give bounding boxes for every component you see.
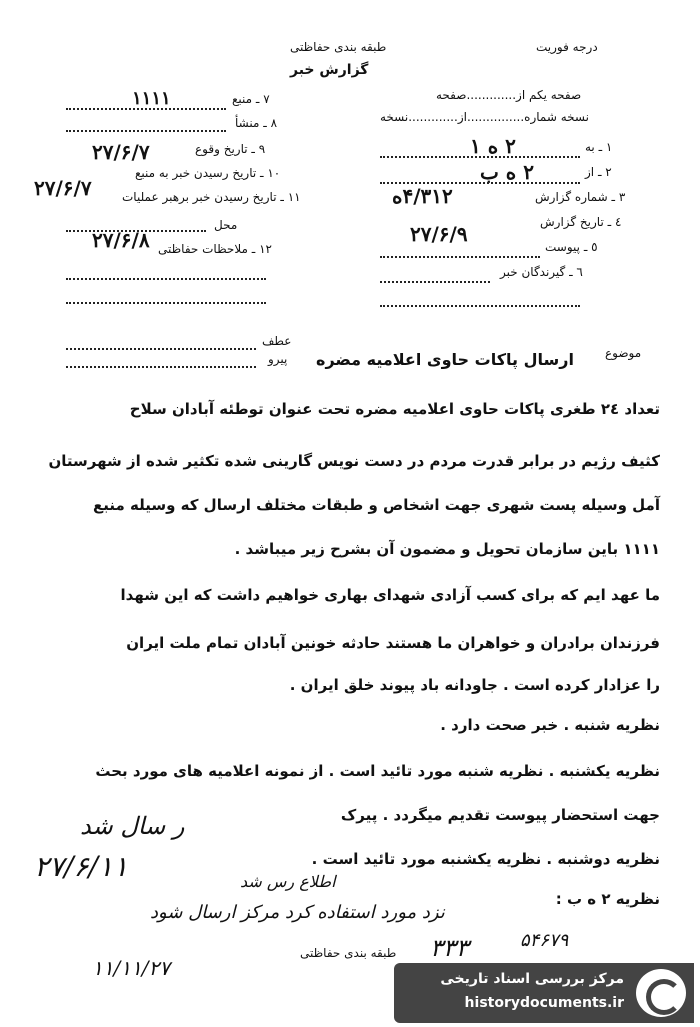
body-line: آمل وسیله پست شهری جهت اشخاص و طبقات مختلف ارسال که وسیله منبع [93,496,660,514]
field-label-report-date: ٤ ـ تاریخ گزارش [540,215,622,229]
field-label-to: ۱ ـ به [585,140,613,154]
dotted-line [380,156,580,158]
field-value-source: ۱۱۱۱ [132,88,171,109]
classification-top: طبقه بندی حفاظتی [290,40,387,54]
field-label-security-notes: ۱۲ ـ ملاحظات حفاظتی [158,242,272,256]
field-label-received-source: ۱۰ ـ تاریخ رسیدن خبر به منبع [135,166,281,180]
dotted-line [380,256,540,258]
field-value-to: ۲ ه ۱ [470,134,516,158]
atf-label: عطف [262,334,292,348]
subject-label: موضوع [605,346,642,360]
field-value-received-source: ۲۷/۶/۷ [34,176,92,200]
watermark-banner [394,963,694,1023]
dotted-line [66,230,206,232]
watermark-title: مرکز بررسی اسناد تاریخی [440,971,624,987]
field-value-report-number: ۴/۳۱۲ه [392,184,453,208]
field-label-occurrence-date: ۹ ـ تاریخ وقوع [195,142,266,156]
field-value-from: ۲ ه ب [480,160,534,184]
dotted-line [66,278,266,280]
field-value-occurrence-date: ۲۷/۶/۷ [92,140,150,164]
dotted-line [380,281,490,283]
report-title: گزارش خبر [290,62,369,78]
logo-icon [636,969,686,1017]
body-line: نظریه شنبه . خبر صحت دارد . [440,716,660,734]
dotted-line [66,348,256,350]
copy-line: نسخه شماره...............از.............نسخه [380,110,589,124]
field-label-location: محل [214,218,238,232]
field-label-attachment: ٥ ـ پیوست [545,240,598,254]
body-line: نظریه یکشنبه . نظریه شنبه مورد تائید است . از نمونه اعلامیه های مورد بحث [95,762,660,780]
handwritten-signature: ر سال شد [80,812,185,840]
peyro-label: پیرو [268,352,288,366]
handwritten-number: ۵۴۶۷۹ [520,930,569,951]
dotted-line [380,305,580,307]
classification-bottom: طبقه بندی حفاظتی [300,946,397,960]
dotted-line [66,366,256,368]
body-line: نظریه دوشنبه . نظریه یکشنبه مورد تائید است . [311,850,660,868]
body-line: نظریه ۲ ه ب : [555,890,660,908]
field-label-from: ۲ ـ از [585,165,612,179]
watermark-url: historydocuments.ir [464,995,624,1011]
subject-text: ارسال پاکات حاوی اعلامیه مضره [316,350,574,369]
handwritten-date: ۲۷/۶/۱۱ [34,850,129,883]
dotted-line [66,302,266,304]
body-line: ۱۱۱۱ باین سازمان تحویل و مضمون آن بشرح زیر میباشد . [234,540,660,558]
handwritten-note: اطلاع رس شد [240,872,336,891]
handwritten-number-2: ۳۳۳ [430,934,469,962]
field-label-report-number: ۳ ـ شماره گزارش [535,190,626,204]
handwritten-bottom-date: ۱۱/۱۱/۲۷ [92,956,170,980]
field-value-report-date: ۲۷/۶/۹ [410,222,468,246]
dotted-line [66,108,226,110]
field-label-received-op: ۱۱ ـ تاریخ رسیدن خبر برهبر عملیات [122,190,301,204]
field-label-source: ۷ ـ منبع [232,92,270,106]
field-label-origin: ۸ ـ منشأ [235,116,278,130]
field-value-received-op: ۲۷/۶/۸ [92,228,150,252]
body-line: را عزادار کرده است . جاودانه باد پیوند خلق ایران . [289,676,660,694]
field-label-recipients: ٦ ـ گیرندگان خبر [500,265,583,279]
body-line: ما عهد ایم که برای کسب آزادی شهدای بهاری خواهیم داشت که این شهدا [120,586,660,604]
page-line: صفحه یکم از.............صفحه [436,88,582,102]
body-line: تعداد ۲٤ طغری پاکات حاوی اعلامیه مضره تحت عنوان توطئه آبادان سلاح [129,400,660,418]
priority-label: درجه فوریت [536,40,598,54]
body-line: فرزندان برادران و خواهران ما هستند حادثه خونین آبادان تمام ملت ایران [126,634,660,652]
handwritten-note-2: نزد مورد استفاده کرد مرکز ارسال شود [150,902,445,923]
body-line: کثیف رژیم در برابر قدرت مردم در دست نویس گارینی شده تکثیر شده از شهرستان [48,452,660,470]
body-line: جهت استحضار پیوست تقدیم میگردد . پیرک [340,806,660,824]
dotted-line [66,130,226,132]
